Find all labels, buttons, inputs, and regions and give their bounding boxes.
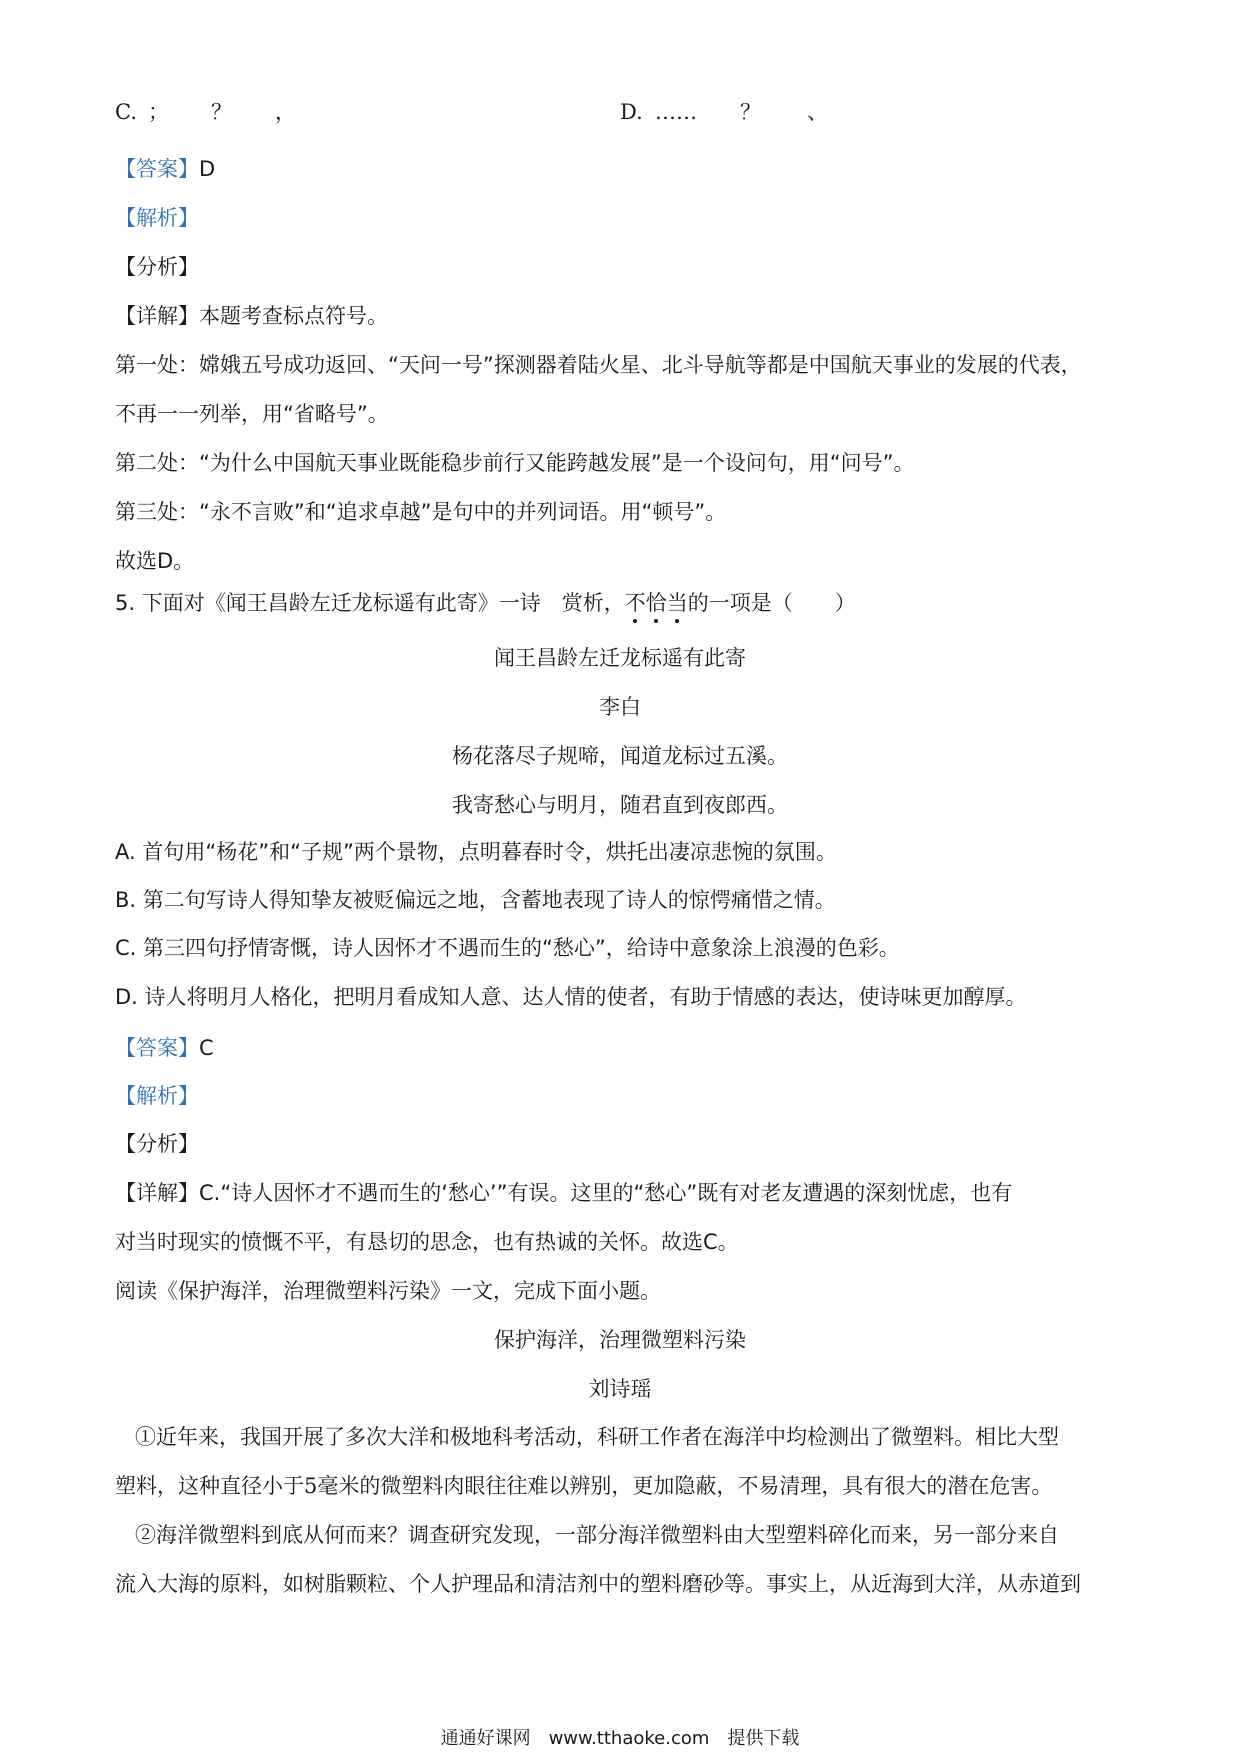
reading-intro: 阅读《保护海洋，治理微塑料污染》一文，完成下面小题。 xyxy=(115,1279,661,1303)
q5-option-d: D. 诗人将明月人格化，把明月看成知人意、达人情的使者，有助于情感的表达，使诗味更加醇厚。 xyxy=(115,985,1027,1009)
q4-detail-line-2: 不再一一列举，用“省略号”。 xyxy=(115,402,389,426)
q5-fenxi-tag: 【分析】 xyxy=(115,1132,199,1156)
q4-detail-line-5: 故选D。 xyxy=(115,549,195,573)
option-c-row xyxy=(115,98,296,126)
option-c-label: C. xyxy=(115,100,137,124)
detail-text: 本题考查标点符号。 xyxy=(199,304,388,328)
footer-source: 通通好课网 www.tthaoke.com 提供下载 xyxy=(440,1728,800,1749)
detail-tag: 【详解】 xyxy=(115,304,199,328)
q5-option-b: B. 第二句写诗人得知挚友被贬偏远之地，含蓄地表现了诗人的惊愕痛惜之情。 xyxy=(115,888,836,912)
q4-analysis-tag: 【解析】 xyxy=(115,206,199,230)
poem-line-2: 我寄愁心与明月，随君直到夜郎西。 xyxy=(452,793,788,817)
option-d-row xyxy=(620,98,828,126)
answer-tag: 【答案】 xyxy=(115,1036,199,1060)
q5-option-a: A. 首句用“杨花”和“子规”两个景物，点明暮春时令，烘托出凄凉悲惋的氛围。 xyxy=(115,840,837,864)
q4-detail xyxy=(115,302,388,330)
poem-author: 李白 xyxy=(599,695,641,719)
q4-answer xyxy=(115,155,215,183)
q5-detail-line-2: 对当时现实的愤慨不平，有恳切的思念，也有热诚的关怀。故选C。 xyxy=(115,1230,739,1254)
answer-value: C xyxy=(199,1036,214,1060)
q5-stem xyxy=(115,589,856,617)
article-author: 刘诗瑶 xyxy=(588,1377,652,1401)
option-d-mark-2: ？ xyxy=(740,100,761,124)
q5-stem-before: 5. 下面对《闻王昌龄左迁龙标遥有此寄》一诗 赏析， xyxy=(115,591,625,615)
emphasis-char-2: 恰 xyxy=(645,591,667,615)
paragraph-2-line-1: ②海洋微塑料到底从何而来？调查研究发现，一部分海洋微塑料由大型塑料碎化而来，另一部分来自 xyxy=(135,1523,1059,1547)
emphasis-char-3: 当 xyxy=(666,591,688,615)
poem-line-1: 杨花落尽子规啼，闻道龙标过五溪。 xyxy=(452,744,788,768)
q5-answer xyxy=(115,1034,214,1062)
paragraph-1-line-1: ①近年来，我国开展了多次大洋和极地科考活动，科研工作者在海洋中均检测出了微塑料。相比大型 xyxy=(135,1425,1059,1449)
q5-analysis-tag: 【解析】 xyxy=(115,1084,199,1108)
paragraph-1-line-2: 塑料，这种直径小于5毫米的微塑料肉眼往往难以辨别，更加隐蔽，不易清理，具有很大的潜在危害。 xyxy=(115,1474,1053,1498)
q4-fenxi-tag: 【分析】 xyxy=(115,255,199,279)
poem-title: 闻王昌龄左迁龙标遥有此寄 xyxy=(494,646,746,670)
detail-text: C.“诗人因怀才不遇而生的‘愁心’”有误。这里的“愁心”既有对老友遭遇的深刻忧虑，也有 xyxy=(199,1181,1013,1205)
option-c-mark-2: ？ xyxy=(211,100,232,124)
answer-value: D xyxy=(199,157,216,181)
option-c-mark-1: ； xyxy=(148,100,169,124)
q4-detail-line-1: 第一处：嫦娥五号成功返回、“天问一号”探测器着陆火星、北斗导航等都是中国航天事业的发展的代表， xyxy=(115,353,1082,377)
detail-tag: 【详解】 xyxy=(115,1181,199,1205)
emphasis-char-1: 不 xyxy=(624,591,646,615)
q5-option-c: C. 第三四句抒情寄慨，诗人因怀才不遇而生的“愁心”，给诗中意象涂上浪漫的色彩。 xyxy=(115,936,900,960)
paragraph-2-line-2: 流入大海的原料，如树脂颗粒、个人护理品和清洁剂中的塑料磨砂等。事实上，从近海到大洋，从赤道到 xyxy=(115,1572,1081,1596)
q4-detail-line-4: 第三处：“永不言败”和“追求卓越”是句中的并列词语。用“顿号”。 xyxy=(115,500,727,524)
option-c-mark-3: ， xyxy=(275,100,296,124)
q5-detail xyxy=(115,1179,1012,1207)
option-d-mark-3: 、 xyxy=(807,100,828,124)
option-d-label: D. xyxy=(620,100,643,124)
q5-stem-after: 的一项是（ ） xyxy=(687,591,856,615)
q4-detail-line-3: 第二处：“为什么中国航天事业既能稳步前行又能跨越发展”是一个设问句，用“问号”。 xyxy=(115,451,915,475)
answer-tag: 【答案】 xyxy=(115,157,199,181)
article-title: 保护海洋，治理微塑料污染 xyxy=(494,1328,746,1352)
option-d-mark-1: …… xyxy=(655,100,697,124)
